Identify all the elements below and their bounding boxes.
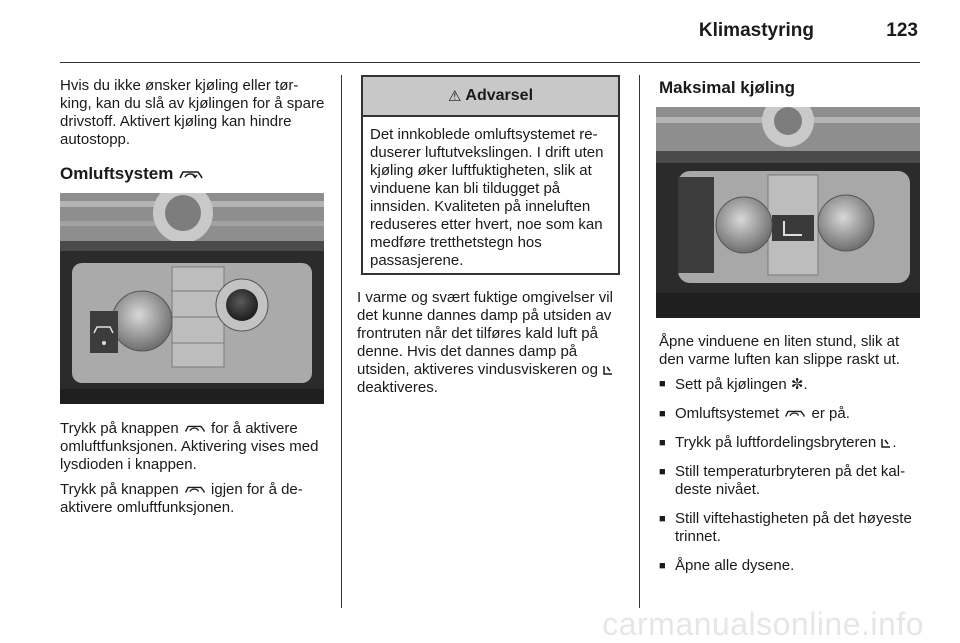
list-item: ■ Still temperaturbryteren på det kal-deste nivået. — [659, 463, 924, 499]
intro-text: Hvis du ikke ønsker kjøling eller tør-king, kan du slå av kjølingen for å spare drivstoff. Aktivert kjøling kan hindre autostopp. — [60, 77, 325, 148]
activate-instruction — [60, 420, 328, 474]
right-intro: Åpne vinduene en liten stund, slik at den varme luften kan slippe raskt ut. — [659, 333, 900, 368]
air-distribution-icon — [880, 437, 892, 449]
column-divider-right — [639, 75, 640, 608]
warning-box — [361, 75, 620, 275]
section-heading-recirculation — [60, 164, 204, 184]
warning-triangle-icon: ⚠ — [447, 87, 462, 105]
climate-panel-photo-recirculation — [60, 193, 324, 404]
fog-paragraph-text: I varme og svært fuktige omgivelser vil det kunne dannes damp på utsiden av frontruten når det tilføres kald luft på denne. Hvis det dannes damp på utsiden, aktiveres vindusviskeren og — [357, 289, 613, 378]
step-3-text: Trykk på luftfordelingsbryteren — [675, 434, 877, 451]
cooling-steps-list — [659, 375, 924, 586]
recirculation-icon — [183, 484, 207, 496]
list-item: ■ Still viftehastigheten på det høyeste trinnet. — [659, 510, 924, 546]
list-item — [659, 405, 924, 423]
p1-text-a: Trykk på knappen — [60, 420, 179, 437]
section-heading-max-cooling: Maksimal kjøling — [659, 78, 796, 97]
recirculation-icon — [178, 168, 204, 182]
p2-text-b: igjen for å de-aktivere omluftfunksjonen. — [60, 481, 303, 516]
list-item — [659, 434, 924, 452]
list-item: ■ Åpne alle dysene. — [659, 557, 924, 575]
warning-header — [363, 77, 618, 117]
step-3-end: . — [892, 434, 897, 451]
fog-paragraph-end: deaktiveres. — [357, 379, 438, 396]
step-2-text-b: er på. — [811, 405, 850, 422]
recirculation-heading-text: Omluftsystem — [60, 164, 174, 183]
recirculation-icon — [183, 423, 207, 435]
list-item — [659, 375, 924, 394]
header-divider — [60, 62, 920, 63]
p2-text-a: Trykk på knappen — [60, 481, 179, 498]
page-header-title: Klimastyring — [698, 20, 814, 41]
step-1-end: . — [803, 376, 808, 393]
left-intro-paragraph — [60, 77, 325, 149]
warning-title: Advarsel — [465, 87, 534, 104]
middle-paragraph — [357, 289, 625, 397]
left-instructions — [60, 420, 328, 517]
climate-panel-photo-max-cooling — [656, 107, 920, 318]
snowflake-icon: ✼ — [790, 375, 804, 393]
deactivate-instruction — [60, 481, 328, 517]
step-1-text: Sett på kjølingen — [675, 376, 787, 393]
step-2-text-a: Omluftsystemet — [675, 405, 780, 422]
warning-body: Det innkoblede omluftsystemet re-duserer luftutvekslingen. I drift uten kjøling øker luftfuktigheten, slik at vinduene kan bli tildugget på innsiden. Kvaliteten på inneluften reduseres etter hvert, noe som kan medføre tretthetstegn hos passasjerene. — [370, 126, 604, 269]
air-distribution-icon — [602, 364, 614, 376]
watermark: carmanualsonline.info — [602, 606, 924, 642]
recirculation-icon — [783, 408, 807, 420]
page-number: 123 — [886, 20, 918, 41]
p1-text-b: for å aktivere omluftfunksjonen. Aktivering vises med lysdioden i knappen. — [60, 420, 319, 473]
column-divider-left — [341, 75, 342, 608]
